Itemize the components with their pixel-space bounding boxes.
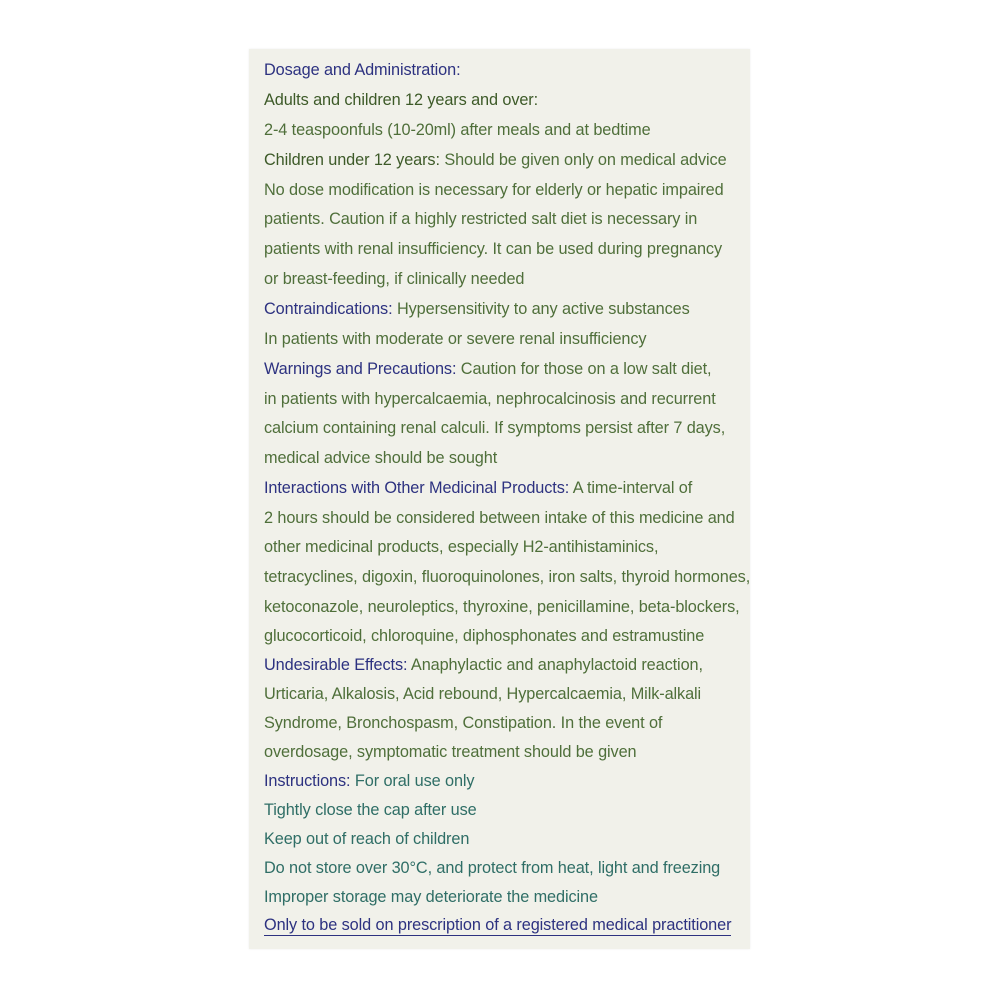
contraindications-line xyxy=(264,299,690,319)
prescription-notice-line xyxy=(264,915,731,935)
medicine-leaflet-panel xyxy=(249,49,750,949)
instructions-line: Improper storage may deteriorate the medicine xyxy=(264,888,598,906)
interactions-line: tetracyclines, digoxin, fluoroquinolones, iron salts, thyroid hormones, xyxy=(264,568,751,586)
undesirable-line: overdosage, symptomatic treatment should be given xyxy=(264,743,637,761)
instructions-line: Keep out of reach of children xyxy=(264,830,470,848)
instructions-label: Instructions: xyxy=(264,772,351,790)
undesirable-line xyxy=(264,655,703,675)
warnings-label: Warnings and Precautions: xyxy=(264,360,457,378)
interactions-line: 2 hours should be considered between intake of this medicine and xyxy=(264,509,735,527)
modification-line: No dose modification is necessary for elderly or hepatic impaired xyxy=(264,181,724,199)
modification-line: or breast-feeding, if clinically needed xyxy=(264,270,525,288)
interactions-line: glucocorticoid, chloroquine, diphosphonates and estramustine xyxy=(264,627,705,645)
children-dosage-line xyxy=(264,150,727,170)
interactions-text: A time-interval of xyxy=(569,479,693,497)
contraindications-text: Hypersensitivity to any active substances xyxy=(392,300,690,318)
children-text: Should be given only on medical advice xyxy=(439,151,727,169)
undesirable-text: Anaphylactic and anaphylactoid reaction, xyxy=(407,656,703,674)
interactions-line: ketoconazole, neuroleptics, thyroxine, penicillamine, beta-blockers, xyxy=(264,598,740,616)
interactions-line: other medicinal products, especially H2-antihistaminics, xyxy=(264,538,659,556)
modification-line: patients with renal insufficiency. It can be used during pregnancy xyxy=(264,240,722,258)
warnings-line xyxy=(264,359,711,379)
prescription-notice: Only to be sold on prescription of a registered medical practitioner xyxy=(264,916,732,934)
adults-dosage-text: 2-4 teaspoonfuls (10-20ml) after meals and at bedtime xyxy=(264,121,651,139)
undesirable-label: Undesirable Effects: xyxy=(264,656,408,674)
instructions-line: Tightly close the cap after use xyxy=(264,801,477,819)
warnings-line: calcium containing renal calculi. If symptoms persist after 7 days, xyxy=(264,419,726,437)
interactions-label: Interactions with Other Medicinal Products: xyxy=(264,479,570,497)
contraindications-line: In patients with moderate or severe renal insufficiency xyxy=(264,330,647,348)
instructions-line xyxy=(264,771,474,791)
instructions-text: For oral use only xyxy=(350,772,475,790)
warnings-text: Caution for those on a low salt diet, xyxy=(456,360,712,378)
dosage-heading: Dosage and Administration: xyxy=(264,61,461,79)
contraindications-label: Contraindications: xyxy=(264,300,393,318)
undesirable-line: Urticaria, Alkalosis, Acid rebound, Hypercalcaemia, Milk-alkali xyxy=(264,685,702,703)
warnings-line: medical advice should be sought xyxy=(264,449,498,467)
modification-line: patients. Caution if a highly restricted salt diet is necessary in xyxy=(264,210,698,228)
undesirable-line: Syndrome, Bronchospasm, Constipation. In the event of xyxy=(264,714,663,732)
interactions-line xyxy=(264,478,692,498)
warnings-line: in patients with hypercalcaemia, nephrocalcinosis and recurrent xyxy=(264,390,716,408)
instructions-line: Do not store over 30°C, and protect from heat, light and freezing xyxy=(264,859,721,877)
children-label: Children under 12 years: xyxy=(264,151,440,169)
adults-heading: Adults and children 12 years and over: xyxy=(264,91,539,109)
